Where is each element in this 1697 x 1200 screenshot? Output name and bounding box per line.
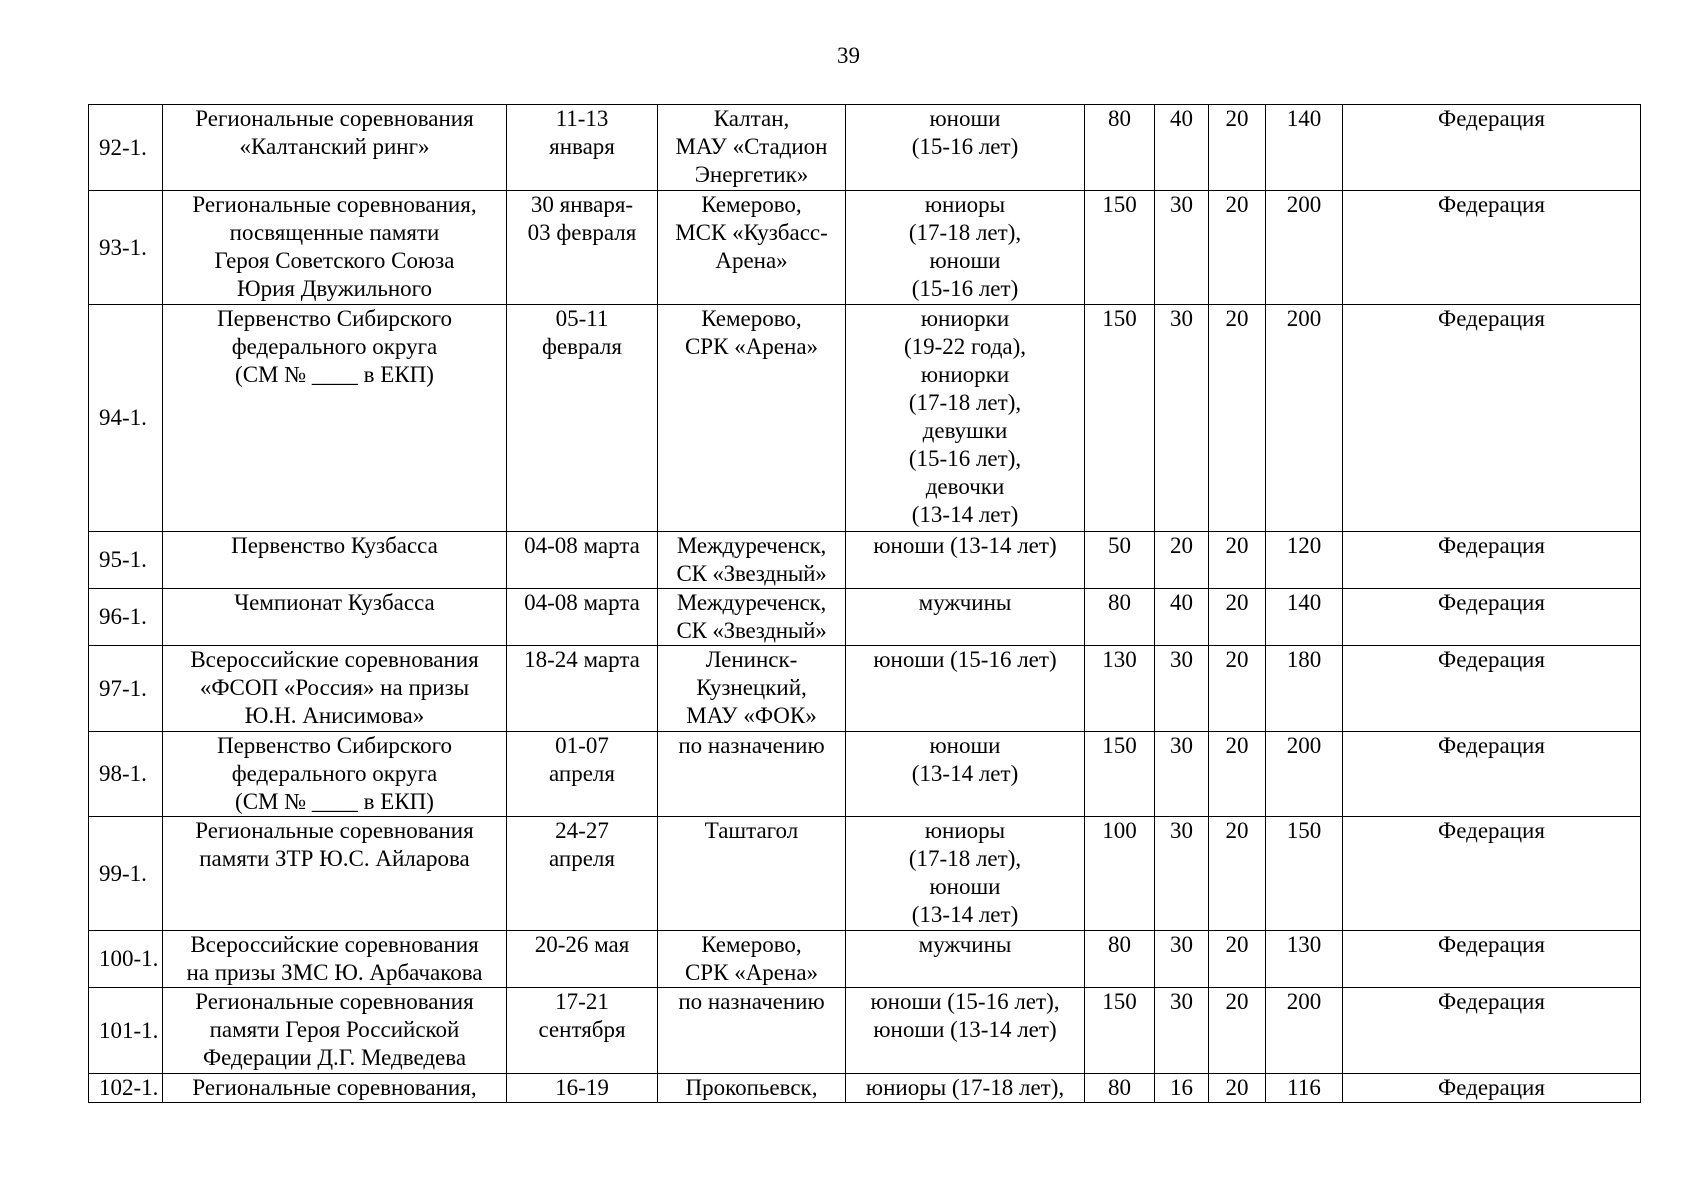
count-col-2: 30 [1155,191,1209,305]
event-name: Всероссийские соревнования на призы ЗМС Ю. Арбачакова [163,931,507,988]
event-place: Кемерово, МСК «Кузбасс- Арена» [658,191,846,305]
event-dates: 20-26 мая [507,931,658,988]
organizer: Федерация [1343,817,1641,931]
count-col-1: 150 [1085,732,1155,817]
count-total: 200 [1266,732,1343,817]
table-row [89,105,1641,191]
event-dates: 01-07 апреля [507,732,658,817]
event-place: по назначению [658,732,846,817]
event-participants: юноши (15-16 лет), юноши (13-14 лет) [846,988,1085,1074]
count-total: 200 [1266,191,1343,305]
event-place: Ленинск- Кузнецкий, МАУ «ФОК» [658,646,846,732]
event-dates: 30 января- 03 февраля [507,191,658,305]
event-name: Региональные соревнования памяти ЗТР Ю.С. Айларова [163,817,507,931]
count-total: 200 [1266,988,1343,1074]
organizer: Федерация [1343,191,1641,305]
count-col-2: 40 [1155,105,1209,191]
count-total: 130 [1266,931,1343,988]
count-col-3: 20 [1209,988,1266,1074]
count-col-3: 20 [1209,105,1266,191]
event-place: Таштагол [658,817,846,931]
count-col-2: 30 [1155,732,1209,817]
organizer: Федерация [1343,589,1641,646]
count-col-1: 80 [1085,589,1155,646]
count-total: 140 [1266,105,1343,191]
page-number: 39 [837,43,860,68]
event-name: Региональные соревнования, [163,1074,507,1103]
count-col-1: 150 [1085,305,1155,532]
event-dates: 16-19 [507,1074,658,1103]
table-row [89,646,1641,732]
event-dates: 24-27 апреля [507,817,658,931]
event-participants: юниоры (17-18 лет), юноши (13-14 лет) [846,817,1085,931]
table-row [89,988,1641,1074]
organizer: Федерация [1343,532,1641,589]
count-col-1: 80 [1085,105,1155,191]
event-place: Междуреченск, СК «Звездный» [658,532,846,589]
event-dates: 04-08 марта [507,589,658,646]
count-col-3: 20 [1209,817,1266,931]
event-dates: 11-13 января [507,105,658,191]
event-place: Прокопьевск, [658,1074,846,1103]
organizer: Федерация [1343,646,1641,732]
count-total: 200 [1266,305,1343,532]
count-col-3: 20 [1209,589,1266,646]
row-number: 92-1. [89,105,163,191]
count-col-2: 30 [1155,931,1209,988]
count-col-1: 150 [1085,191,1155,305]
event-place: Кемерово, СРК «Арена» [658,305,846,532]
event-participants: юноши (13-14 лет) [846,732,1085,817]
count-col-2: 30 [1155,646,1209,732]
event-dates: 18-24 марта [507,646,658,732]
organizer: Федерация [1343,1074,1641,1103]
count-col-2: 30 [1155,305,1209,532]
table-row [89,732,1641,817]
event-place: Междуреченск, СК «Звездный» [658,589,846,646]
count-col-2: 30 [1155,988,1209,1074]
table-row [89,532,1641,589]
count-col-1: 80 [1085,1074,1155,1103]
table-row [89,1074,1641,1103]
table-body [89,105,1641,1103]
count-col-3: 20 [1209,1074,1266,1103]
count-col-2: 40 [1155,589,1209,646]
organizer: Федерация [1343,931,1641,988]
row-number: 99-1. [89,817,163,931]
event-name: Первенство Сибирского федерального округа (СМ № ____ в ЕКП) [163,305,507,532]
event-name: Всероссийские соревнования «ФСОП «Россия» на призы Ю.Н. Анисимова» [163,646,507,732]
event-name: Региональные соревнования, посвященные памяти Героя Советского Союза Юрия Двужильного [163,191,507,305]
count-col-1: 150 [1085,988,1155,1074]
event-place: Калтан, МАУ «Стадион Энергетик» [658,105,846,191]
count-col-1: 80 [1085,931,1155,988]
organizer: Федерация [1343,305,1641,532]
count-col-3: 20 [1209,532,1266,589]
count-total: 140 [1266,589,1343,646]
event-participants: юноши (13-14 лет) [846,532,1085,589]
count-total: 180 [1266,646,1343,732]
event-participants: мужчины [846,589,1085,646]
count-total: 116 [1266,1074,1343,1103]
count-col-1: 100 [1085,817,1155,931]
organizer: Федерация [1343,732,1641,817]
organizer: Федерация [1343,105,1641,191]
event-place: Кемерово, СРК «Арена» [658,931,846,988]
count-col-3: 20 [1209,732,1266,817]
count-total: 120 [1266,532,1343,589]
count-col-1: 130 [1085,646,1155,732]
row-number: 96-1. [89,589,163,646]
count-col-1: 50 [1085,532,1155,589]
event-participants: юноши (15-16 лет) [846,646,1085,732]
table-row [89,931,1641,988]
table-row [89,589,1641,646]
count-col-3: 20 [1209,646,1266,732]
table-row [89,191,1641,305]
count-col-3: 20 [1209,305,1266,532]
count-col-3: 20 [1209,931,1266,988]
count-total: 150 [1266,817,1343,931]
count-col-2: 20 [1155,532,1209,589]
row-number: 101-1. [89,988,163,1074]
event-dates: 05-11 февраля [507,305,658,532]
event-participants: юноши (15-16 лет) [846,105,1085,191]
row-number: 97-1. [89,646,163,732]
event-dates: 04-08 марта [507,532,658,589]
event-participants: мужчины [846,931,1085,988]
event-name: Региональные соревнования «Калтанский ринг» [163,105,507,191]
count-col-2: 16 [1155,1074,1209,1103]
organizer: Федерация [1343,988,1641,1074]
event-dates: 17-21 сентября [507,988,658,1074]
row-number: 98-1. [89,732,163,817]
count-col-3: 20 [1209,191,1266,305]
event-name: Региональные соревнования памяти Героя Российской Федерации Д.Г. Медведева [163,988,507,1074]
event-name: Первенство Кузбасса [163,532,507,589]
event-participants: юниоры (17-18 лет), юноши (15-16 лет) [846,191,1085,305]
competition-schedule-table [88,104,1641,1103]
event-name: Первенство Сибирского федерального округа (СМ № ____ в ЕКП) [163,732,507,817]
row-number: 100-1. [89,931,163,988]
row-number: 102-1. [89,1074,163,1103]
event-name: Чемпионат Кузбасса [163,589,507,646]
event-participants: юниорки (19-22 года), юниорки (17-18 лет), девушки (15-16 лет), девочки (13-14 лет) [846,305,1085,532]
table-row [89,305,1641,532]
count-col-2: 30 [1155,817,1209,931]
row-number: 94-1. [89,305,163,532]
table-row [89,817,1641,931]
event-participants: юниоры (17-18 лет), [846,1074,1085,1103]
row-number: 95-1. [89,532,163,589]
row-number: 93-1. [89,191,163,305]
event-place: по назначению [658,988,846,1074]
